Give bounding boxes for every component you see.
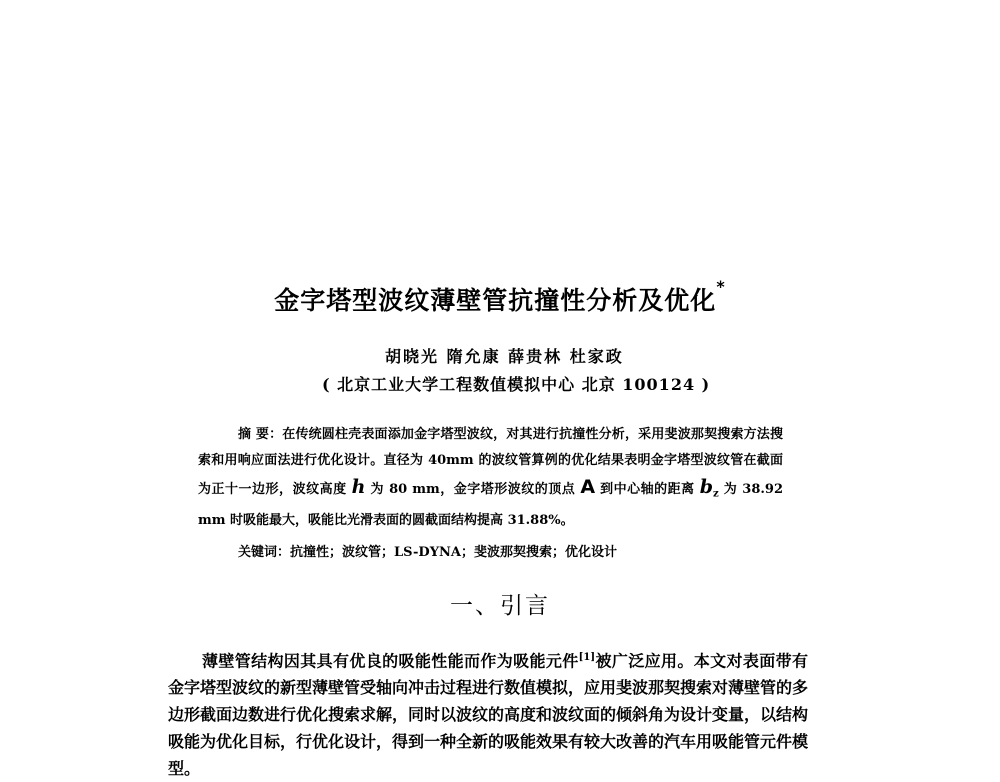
variable-b: b — [699, 476, 714, 498]
keywords — [238, 541, 617, 560]
keywords-label: 关键词： — [238, 545, 291, 560]
abstract-label: 摘 要： — [238, 427, 283, 442]
abstract-text-4: 为 38.92 mm 时吸能最大，吸能比光滑表面的圆截面结构提高 31.88%。 — [198, 482, 783, 528]
authors: 胡晓光 隋允康 薛贵林 杜家政 — [385, 347, 624, 366]
keywords-text: 抗撞性；波纹管；LS-DYNA；斐波那契搜索；优化设计 — [290, 545, 617, 560]
title-footnote-mark: * — [716, 277, 726, 296]
abstract-text-2: 为 80 mm，金字塔形波纹的顶点 — [365, 482, 581, 497]
body-paragraph — [168, 644, 808, 782]
variable-h: h — [351, 476, 366, 498]
paper-title — [0, 277, 1000, 317]
point-a: A — [580, 476, 596, 498]
abstract-text-1: 在传统圆柱壳表面添加金字塔型波纹，对其进行抗撞性分析，采用斐波那契搜索方法搜索和用响应面法进行优化设计。直径为 40mm 的波纹管算例的优化结果表明金字塔型波纹管在截面为正十一边形，波纹高度 — [198, 427, 783, 497]
citation-ref: [1] — [578, 652, 596, 663]
abstract — [198, 422, 783, 534]
variable-b-subscript: z — [713, 488, 719, 500]
body-text-1: 薄壁管结构因其具有优良的吸能性能而作为吸能元件 — [202, 651, 579, 671]
abstract-text-3: 到中心轴的距离 — [595, 482, 700, 497]
affiliation: ( 北京工业大学工程数值模拟中心 北京 100124 ) — [322, 375, 711, 394]
section-heading: 一、引言 — [450, 593, 550, 619]
paper-title-text: 金字塔型波纹薄壁管抗撞性分析及优化 — [274, 286, 717, 315]
body-text-2: 被广泛应用。本文对表面带有金字塔型波纹的新型薄壁管受轴向冲击过程进行数值模拟，应用斐波那契搜索对薄壁管的多边形截面边数进行优化搜索求解，同时以波纹的高度和波纹面的倾斜角为设计变量，以结构吸能为优化目标，行优化设计，得到一种全新的吸能效果有较大改善的汽车用吸能管元件模型。 — [168, 651, 809, 779]
